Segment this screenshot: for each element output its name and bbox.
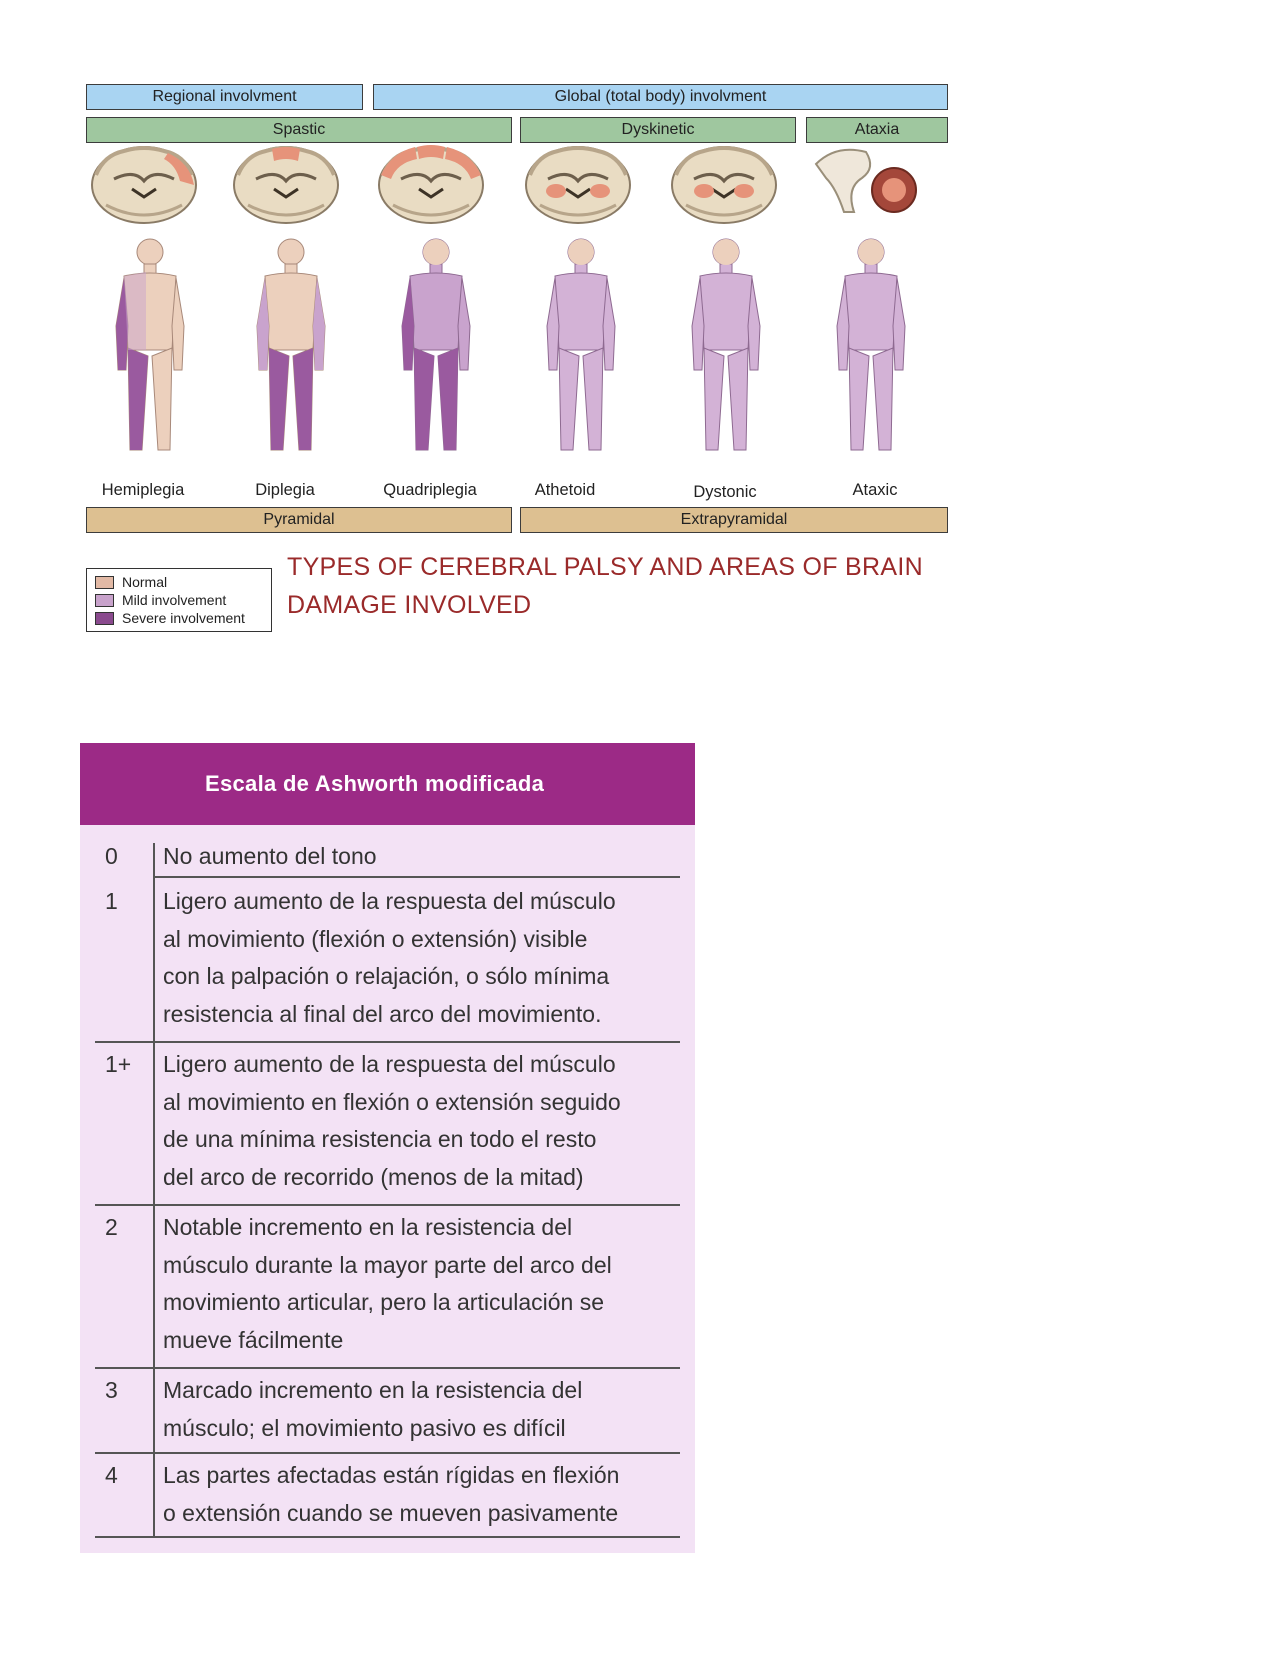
legend-item-severe: Severe involvement [95,609,271,627]
brain-hemiplegia [92,147,196,223]
description-cell: Notable incremento en la resistencia del músculo durante la mayor parte del arco del movimiento articular, pero la articulación se mueve fácilmente [163,1214,612,1353]
score-cell: 1 [105,888,118,914]
ashworth-table [80,743,695,1553]
description-cell: Marcado incremento en la resistencia del músculo; el movimiento pasivo es difícil [163,1377,583,1441]
body-diplegia [257,239,325,450]
score-cell: 2 [105,1214,118,1240]
label-athetoid: Athetoid [534,481,596,499]
table-title: Escala de Ashworth modificada [80,743,695,825]
label-dystonic: Dystonic [693,483,757,501]
brain-diplegia [234,147,338,223]
header-global-involvement: Global (total body) involvment [373,84,948,110]
legend [86,568,272,632]
footer-extrapyramidal: Extrapyramidal [520,507,948,533]
score-cell: 0 [105,843,118,869]
score-cell: 4 [105,1462,118,1488]
header-regional-involvement: Regional involvment [86,84,363,110]
score-cell: 1+ [105,1051,132,1077]
legend-item-normal: Normal [95,573,271,591]
figure-caption: TYPES OF CEREBRAL PALSY AND AREAS OF BRAIN DAMAGE INVOLVED [287,553,923,619]
table-bottom-border [95,1536,680,1538]
brain-dystonic [672,147,776,223]
description-cell: Las partes afectadas están rígidas en flexión o extensión cuando se mueven pasivamente [163,1462,620,1526]
description-cell: Ligero aumento de la respuesta del músculo al movimiento en flexión o extensión seguido de una mínima resistencia en todo el resto del arco de recorrido (menos de la mitad) [163,1051,621,1190]
body-dystonic [692,239,760,450]
column-divider [153,843,155,1536]
score-cell: 3 [105,1377,118,1403]
legend-swatch-mild [95,594,114,607]
body-hemiplegia [116,239,184,450]
legend-swatch-severe [95,612,114,625]
body-ataxic [837,239,905,450]
header-ataxia: Ataxia [806,117,948,143]
description-cell: No aumento del tono [163,843,377,869]
header-dyskinetic: Dyskinetic [520,117,796,143]
brain-ataxic-cerebellum [816,150,916,212]
body-athetoid [547,239,615,450]
row-divider [95,1204,680,1206]
row-divider [95,1367,680,1369]
brain-quadriplegia [379,145,483,223]
brain-athetoid [526,147,630,223]
label-hemiplegia: Hemiplegia [101,481,185,499]
legend-item-mild: Mild involvement [95,591,271,609]
label-diplegia: Diplegia [255,481,315,499]
cerebral-palsy-illustration [86,140,948,480]
row-divider [95,1452,680,1454]
description-cell: Ligero aumento de la respuesta del músculo al movimiento (flexión o extensión) visible con la palpación o relajación, o sólo mínima resistencia al final del arco del movimiento. [163,888,616,1027]
row-divider [95,1041,680,1043]
legend-swatch-normal [95,576,114,589]
row-divider [155,876,680,878]
footer-pyramidal: Pyramidal [86,507,512,533]
body-quadriplegia [402,239,470,450]
label-ataxic: Ataxic [852,481,898,499]
label-quadriplegia: Quadriplegia [383,481,477,499]
header-spastic: Spastic [86,117,512,143]
